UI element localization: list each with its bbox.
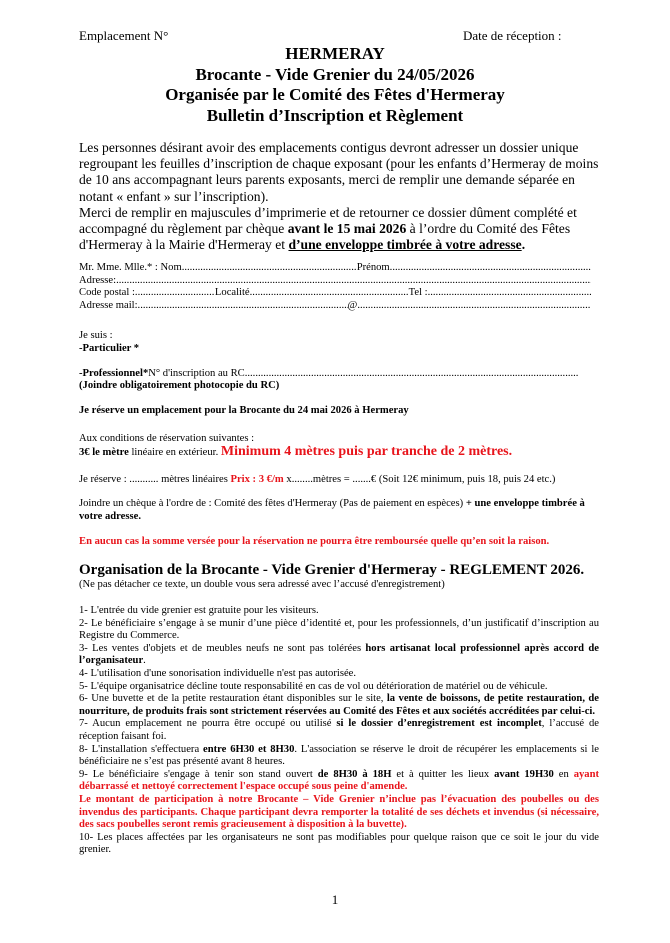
name-row: [79, 262, 591, 275]
intro-paragraph-1: Les personnes désirant avoir des emplacements contigus devront adresser un dossier unique regroupant les feuilles d’inscription de chaque exposant (pour les enfants d’Hermeray de moins de 10 ans accompagnant leurs parents exposants, merci de remplir une demande séparée en notant « enfant » sur l’inscription).: [79, 140, 599, 204]
rule-text: 8- L'installation s'effectuera: [79, 743, 204, 755]
rule-text: 3- Les ventes d'objets et de meubles neufs ne sont pas tolérées: [79, 642, 366, 654]
address-label: Adresse:: [79, 274, 117, 286]
title-organizer: Organisée par le Comité des Fêtes d'Hermeray: [165, 85, 505, 104]
rule-emphasis: entre 6H30 et 8H30: [203, 743, 295, 755]
rule-1: 1- L'entrée du vide grenier est gratuite pour les visiteurs.: [79, 605, 319, 616]
rule-emphasis: de 8H30 à 18H: [317, 768, 392, 780]
phone-label: Tel :: [408, 287, 428, 299]
title-event: Brocante - Vide Grenier du 24/05/2026: [195, 64, 475, 84]
rule-10: 10- Les places affectées par les organisateurs ne sont pas modifiables pour quelque raison que ce soit le jour du vide grenier.: [79, 831, 599, 856]
email-user-field[interactable]: [138, 300, 348, 313]
name-label: Mr. Mme. Mlle.* : Nom: [79, 262, 182, 273]
minimum-length-notice: Minimum 4 mètres puis par tranche de 2 mètres.: [220, 443, 513, 459]
address-row: [79, 275, 591, 288]
name-field[interactable]: [182, 262, 357, 275]
payment-instructions: [79, 498, 599, 523]
reservation-title: Je réserve un emplacement pour la Brocante du 24 mai 2026 à Hermeray: [79, 405, 409, 416]
price-text: linéaire en extérieur.: [128, 446, 221, 458]
at-sign: @: [347, 299, 358, 311]
rc-number-field[interactable]: [245, 368, 579, 381]
rule-2: 2- Le bénéficiaire s’engage à se munir d’une pièce d’identité et, pour les professionnels, d’un justificatif d’inscription au Registre du Commerce.: [79, 617, 599, 642]
address-field[interactable]: [116, 275, 591, 288]
rule-emphasis: la vente de boissons, de petite restauration, de nourriture, de produits frais sont strictement réservées au Comité des Fêtes et aux sociétés accréditées par celui-ci.: [79, 693, 599, 717]
rule-9: [79, 769, 599, 794]
reserve-total-text: x........mètres = .......€ (Soit 12€ minimum, puis 18, puis 24 etc.): [283, 474, 556, 485]
rc-note: (Joindre obligatoirement photocopie du RC): [79, 380, 280, 392]
rule-text: .: [143, 655, 146, 667]
rule-text: et à quitter les lieux: [391, 768, 495, 780]
emplacement-number-label: Emplacement N°: [79, 28, 169, 43]
city-row: [79, 287, 591, 300]
city-field[interactable]: [250, 287, 409, 300]
rule-4: 4- L'utilisation d'une sonorisation individuelle n'est pas autorisée.: [79, 667, 356, 679]
rule-text: 6- Une buvette et de la petite restauration étant disponibles sur le site,: [79, 693, 387, 705]
email-domain-field[interactable]: [357, 300, 591, 313]
rule-emphasis: hors artisanat local professionnel après accord de l’organisateur: [79, 642, 599, 667]
title-town: HERMERAY: [285, 44, 385, 63]
rule-text: 9- Le bénéficiaire s'engage à tenir son stand ouvert: [79, 768, 318, 780]
rule-text: 7- Aucun emplacement ne pourra être occupé ou utilisé: [79, 718, 337, 730]
no-refund-notice: En aucun cas la somme versée pour la réservation ne pourra être remboursée quelle qu’en soit la raison.: [79, 536, 550, 547]
city-label: Localité: [214, 287, 250, 299]
reserve-meters-text: Je réserve : ........... mètres linéaires: [79, 474, 231, 485]
envelope-note: + une enveloppe timbrée à votre adresse.: [79, 498, 585, 522]
phone-field[interactable]: [428, 287, 591, 300]
reglement-header: [79, 562, 599, 592]
price-line: [79, 443, 599, 460]
conditions-label: Aux conditions de réservation suivantes :: [79, 433, 255, 444]
intro-period: .: [521, 237, 526, 253]
title-form: Bulletin d’Inscription et Règlement: [206, 105, 464, 125]
email-label: Adresse mail:: [79, 299, 138, 311]
rc-label: N° d'inscription au RC: [148, 367, 245, 379]
particulier-option[interactable]: -Particulier *: [79, 342, 140, 354]
page-number: 1: [331, 892, 339, 907]
reservation-calc-line: [79, 474, 599, 487]
je-suis-label: Je suis :: [79, 330, 113, 341]
reception-date-label: Date de réception :: [463, 28, 562, 43]
fine-warning: ayant débarrassé et nettoyé correctement l'espace occupé sous peine d'amende.: [79, 768, 599, 793]
document-title-block: [0, 44, 670, 126]
contact-form: [79, 262, 591, 312]
email-row: [79, 300, 591, 313]
firstname-field[interactable]: [390, 262, 591, 275]
rule-text: . L'association se réserve le droit de récupérer les emplacements si le bénéficiaire ne s’est pas présenté avant 8 heures.: [79, 743, 599, 768]
unit-price: Prix : 3 €/m: [230, 474, 284, 485]
deadline-text: avant le 15 mai 2026: [287, 221, 407, 237]
rule-text: , l’accusé de réception faisant foi.: [79, 718, 600, 742]
reglement-subtitle: (Ne pas détacher ce texte, un double vous sera adressé avec l’accusé d'enregistrement): [79, 579, 445, 590]
reglement-rules: [79, 605, 599, 857]
price-per-meter: 3€ le mètre: [79, 446, 129, 458]
intro-text: [79, 140, 599, 253]
intro-text-span: Merci de remplir en majuscules d’imprimerie et de retourner ce dossier dûment complété et accompagné du règlement par chèque: [79, 204, 577, 237]
rule-emphasis: si le dossier d’enregistrement est incomplet: [336, 718, 542, 730]
rule-6: [79, 693, 599, 718]
envelope-requirement: d’une enveloppe timbrée à votre adresse: [288, 237, 522, 253]
rule-3: [79, 643, 599, 668]
cheque-text: Joindre un chèque à l'ordre de : Comité des fêtes d'Hermeray (Pas de paiement en espèces): [79, 498, 466, 509]
intro-text-span: à l’ordre du Comité des Fêtes d'Hermeray à la Mairie d'Hermeray et: [79, 221, 571, 253]
rule-7: [79, 718, 599, 743]
rule-8: [79, 744, 599, 769]
professionnel-option[interactable]: -Professionnel*: [79, 367, 149, 379]
firstname-label: Prénom: [356, 262, 390, 273]
intro-paragraph-2: [79, 205, 599, 254]
professionnel-row: [79, 368, 579, 381]
rule-emphasis: avant 19H30: [494, 768, 554, 780]
rule-5: 5- L'équipe organisatrice décline toute responsabilité en cas de vol ou détérioration de matériel ou de véhicule.: [79, 680, 548, 692]
status-section: [79, 330, 599, 393]
waste-notice: Le montant de participation à notre Brocante – Vide Grenier n’inclue pas l’évacuation des poubelles ou des invendus des participants. Chaque participant devra remporter la totalité de ses déchets et invendus (si nécessaire, des sacs poubelles seront remis gracieusement à disposition à la buvette).: [79, 793, 599, 831]
postal-code-label: Code postal :: [79, 287, 135, 299]
reglement-title: Organisation de la Brocante - Vide Grenier d'Hermeray - REGLEMENT 2026.: [79, 562, 585, 578]
reservation-conditions: [79, 433, 599, 459]
postal-code-field[interactable]: [135, 287, 215, 300]
rule-text: en: [553, 768, 574, 780]
